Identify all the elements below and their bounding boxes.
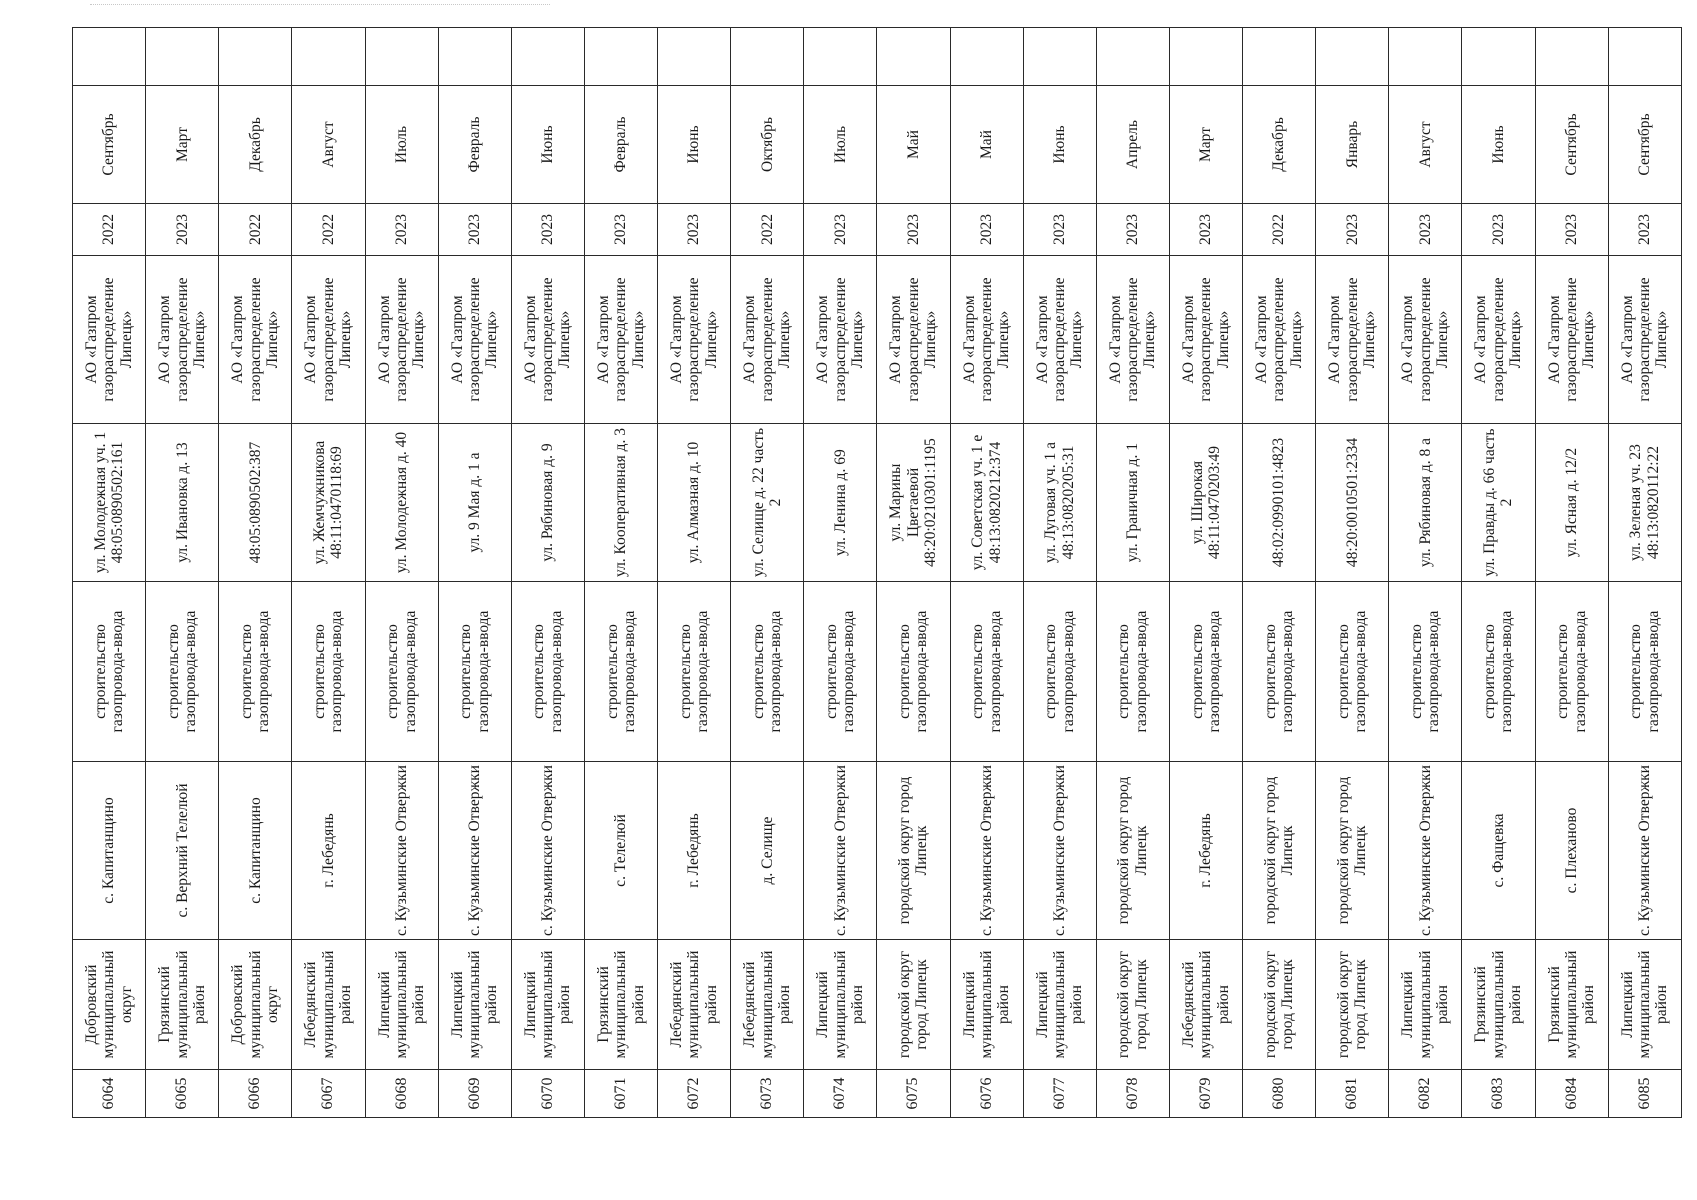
row-organization: АО «Газпром газораспределение Липецк» <box>1462 256 1535 424</box>
row-locality: с. Верхний Телелюй <box>146 762 219 940</box>
row-district: Лебедянский муниципальный район <box>731 940 804 1070</box>
row-month: Февраль <box>438 86 511 204</box>
row-year: 2022 <box>219 204 292 256</box>
row-work-type: строительство газопровода-ввода <box>584 582 657 762</box>
row-address: ул. Алмазная д. 10 <box>658 424 731 582</box>
table-row <box>1169 28 1242 1118</box>
row-address: 48:05:0890502:387 <box>219 424 292 582</box>
row-address: 48:02:0990101:4823 <box>1243 424 1316 582</box>
row-organization: АО «Газпром газораспределение Липецк» <box>731 256 804 424</box>
row-empty-cell <box>658 28 731 86</box>
table-row <box>1243 28 1316 1118</box>
row-organization: АО «Газпром газораспределение Липецк» <box>1023 256 1096 424</box>
scan-edge-mark <box>90 4 550 9</box>
row-empty-cell <box>292 28 365 86</box>
row-work-type: строительство газопровода-ввода <box>511 582 584 762</box>
row-address: ул. Кооперативная д. 3 <box>584 424 657 582</box>
rotated-table-container <box>72 28 1682 1118</box>
row-address: ул. Марины Цветаевой 48:20:0210301:1195 <box>877 424 950 582</box>
row-year: 2023 <box>1608 204 1681 256</box>
table-row <box>438 28 511 1118</box>
row-year: 2023 <box>511 204 584 256</box>
row-year: 2023 <box>1462 204 1535 256</box>
table-row <box>584 28 657 1118</box>
row-number: 6067 <box>292 1070 365 1118</box>
row-organization: АО «Газпром газораспределение Липецк» <box>146 256 219 424</box>
row-organization: АО «Газпром газораспределение Липецк» <box>950 256 1023 424</box>
row-empty-cell <box>804 28 877 86</box>
document-page <box>72 28 1682 1118</box>
row-number: 6066 <box>219 1070 292 1118</box>
row-number: 6069 <box>438 1070 511 1118</box>
row-empty-cell <box>146 28 219 86</box>
row-year: 2023 <box>1316 204 1389 256</box>
row-month: Март <box>146 86 219 204</box>
row-empty-cell <box>950 28 1023 86</box>
row-empty-cell <box>1535 28 1608 86</box>
row-organization: АО «Газпром газораспределение Липецк» <box>1535 256 1608 424</box>
row-address: ул. 9 Мая д. 1 а <box>438 424 511 582</box>
row-month: Сентябрь <box>1535 86 1608 204</box>
row-year: 2023 <box>804 204 877 256</box>
row-empty-cell <box>584 28 657 86</box>
row-address: ул. Молодежная уч. 1 48:05:0890502:161 <box>73 424 146 582</box>
row-locality: городской округ город Липецк <box>1243 762 1316 940</box>
row-year: 2022 <box>73 204 146 256</box>
row-empty-cell <box>1243 28 1316 86</box>
row-district: городской округ город Липецк <box>877 940 950 1070</box>
row-locality: с. Капитанщино <box>219 762 292 940</box>
row-year: 2023 <box>877 204 950 256</box>
row-locality: с. Капитанщино <box>73 762 146 940</box>
row-work-type: строительство газопровода-ввода <box>804 582 877 762</box>
row-work-type: строительство газопровода-ввода <box>1023 582 1096 762</box>
row-district: Лебедянский муниципальный район <box>658 940 731 1070</box>
row-number: 6071 <box>584 1070 657 1118</box>
row-address: ул. Граничная д. 1 <box>1096 424 1169 582</box>
row-work-type: строительство газопровода-ввода <box>292 582 365 762</box>
row-locality: г. Лебедянь <box>292 762 365 940</box>
row-organization: АО «Газпром газораспределение Липецк» <box>1389 256 1462 424</box>
row-empty-cell <box>73 28 146 86</box>
row-month: Май <box>877 86 950 204</box>
row-number: 6064 <box>73 1070 146 1118</box>
row-organization: АО «Газпром газораспределение Липецк» <box>877 256 950 424</box>
row-month: Июнь <box>511 86 584 204</box>
row-month: Февраль <box>584 86 657 204</box>
row-locality: с. Кузьминские Отвержки <box>804 762 877 940</box>
row-work-type: строительство газопровода-ввода <box>73 582 146 762</box>
row-organization: АО «Газпром газораспределение Липецк» <box>438 256 511 424</box>
row-organization: АО «Газпром газораспределение Липецк» <box>1169 256 1242 424</box>
row-empty-cell <box>365 28 438 86</box>
row-number: 6078 <box>1096 1070 1169 1118</box>
row-district: Липецкий муниципальный район <box>1389 940 1462 1070</box>
row-number: 6073 <box>731 1070 804 1118</box>
row-month: Сентябрь <box>1608 86 1681 204</box>
row-district: Липецкий муниципальный район <box>804 940 877 1070</box>
row-number: 6065 <box>146 1070 219 1118</box>
row-district: Липецкий муниципальный район <box>1608 940 1681 1070</box>
row-month: Октябрь <box>731 86 804 204</box>
row-number: 6081 <box>1316 1070 1389 1118</box>
row-month: Июнь <box>658 86 731 204</box>
row-address: 48:20:0010501:2334 <box>1316 424 1389 582</box>
row-year: 2023 <box>438 204 511 256</box>
row-address: ул. Селище д. 22 часть 2 <box>731 424 804 582</box>
table-row <box>219 28 292 1118</box>
row-district: Грязинский муниципальный район <box>1462 940 1535 1070</box>
table-row <box>365 28 438 1118</box>
row-organization: АО «Газпром газораспределение Липецк» <box>365 256 438 424</box>
table-row <box>877 28 950 1118</box>
row-work-type: строительство газопровода-ввода <box>1535 582 1608 762</box>
table-row <box>1096 28 1169 1118</box>
row-address: ул. Луговая уч. 1 а 48:13:0820205:31 <box>1023 424 1096 582</box>
table-row <box>292 28 365 1118</box>
row-address: ул. Ивановка д. 13 <box>146 424 219 582</box>
row-organization: АО «Газпром газораспределение Липецк» <box>1608 256 1681 424</box>
row-year: 2023 <box>1023 204 1096 256</box>
row-address: ул. Советская уч. 1 е 48:13:0820212:374 <box>950 424 1023 582</box>
row-number: 6085 <box>1608 1070 1681 1118</box>
row-work-type: строительство газопровода-ввода <box>1316 582 1389 762</box>
row-number: 6077 <box>1023 1070 1096 1118</box>
row-address: ул. Широкая 48:11:0470203:49 <box>1169 424 1242 582</box>
row-year: 2023 <box>1096 204 1169 256</box>
row-month: Март <box>1169 86 1242 204</box>
row-organization: АО «Газпром газораспределение Липецк» <box>292 256 365 424</box>
row-locality: с. Фащевка <box>1462 762 1535 940</box>
row-organization: АО «Газпром газораспределение Липецк» <box>584 256 657 424</box>
row-year: 2023 <box>146 204 219 256</box>
row-district: Липецкий муниципальный район <box>365 940 438 1070</box>
row-number: 6075 <box>877 1070 950 1118</box>
table-row <box>950 28 1023 1118</box>
row-locality: д. Селище <box>731 762 804 940</box>
table-row <box>1389 28 1462 1118</box>
row-month: Декабрь <box>219 86 292 204</box>
row-number: 6079 <box>1169 1070 1242 1118</box>
row-locality: с. Кузьминские Отвержки <box>511 762 584 940</box>
row-work-type: строительство газопровода-ввода <box>877 582 950 762</box>
row-locality: с. Кузьминские Отвержки <box>1389 762 1462 940</box>
row-empty-cell <box>511 28 584 86</box>
row-month: Июль <box>804 86 877 204</box>
row-district: городской округ город Липецк <box>1316 940 1389 1070</box>
row-month: Июль <box>365 86 438 204</box>
row-district: городской округ город Липецк <box>1243 940 1316 1070</box>
row-empty-cell <box>438 28 511 86</box>
row-number: 6074 <box>804 1070 877 1118</box>
row-district: Липецкий муниципальный район <box>438 940 511 1070</box>
table-row <box>658 28 731 1118</box>
table-row <box>1316 28 1389 1118</box>
row-empty-cell <box>877 28 950 86</box>
row-month: Апрель <box>1096 86 1169 204</box>
row-address: ул. Правды д. 66 часть 2 <box>1462 424 1535 582</box>
row-district: Добровский муниципальный округ <box>219 940 292 1070</box>
table-row <box>804 28 877 1118</box>
row-empty-cell <box>1169 28 1242 86</box>
row-locality: с. Кузьминские Отвержки <box>1608 762 1681 940</box>
row-locality: с. Кузьминские Отвержки <box>950 762 1023 940</box>
table-row <box>1462 28 1535 1118</box>
row-organization: АО «Газпром газораспределение Липецк» <box>1243 256 1316 424</box>
row-year: 2023 <box>1389 204 1462 256</box>
row-work-type: строительство газопровода-ввода <box>658 582 731 762</box>
row-month: Декабрь <box>1243 86 1316 204</box>
row-locality: с. Телелюй <box>584 762 657 940</box>
row-organization: АО «Газпром газораспределение Липецк» <box>804 256 877 424</box>
row-address: ул. Ленина д. 69 <box>804 424 877 582</box>
row-district: городской округ город Липецк <box>1096 940 1169 1070</box>
row-district: Грязинский муниципальный район <box>1535 940 1608 1070</box>
row-work-type: строительство газопровода-ввода <box>1389 582 1462 762</box>
row-empty-cell <box>1096 28 1169 86</box>
row-organization: АО «Газпром газораспределение Липецк» <box>1316 256 1389 424</box>
row-organization: АО «Газпром газораспределение Липецк» <box>658 256 731 424</box>
row-district: Липецкий муниципальный район <box>950 940 1023 1070</box>
row-year: 2023 <box>365 204 438 256</box>
row-number: 6080 <box>1243 1070 1316 1118</box>
row-month: Август <box>292 86 365 204</box>
row-locality: городской округ город Липецк <box>877 762 950 940</box>
row-empty-cell <box>1608 28 1681 86</box>
row-number: 6070 <box>511 1070 584 1118</box>
row-year: 2023 <box>658 204 731 256</box>
row-address: ул. Ясная д. 12/2 <box>1535 424 1608 582</box>
row-organization: АО «Газпром газораспределение Липецк» <box>73 256 146 424</box>
row-work-type: строительство газопровода-ввода <box>365 582 438 762</box>
row-work-type: строительство газопровода-ввода <box>1608 582 1681 762</box>
row-district: Грязинский муниципальный район <box>146 940 219 1070</box>
row-work-type: строительство газопровода-ввода <box>731 582 804 762</box>
table-row <box>511 28 584 1118</box>
row-year: 2022 <box>731 204 804 256</box>
row-address: ул. Молодежная д. 40 <box>365 424 438 582</box>
row-locality: с. Кузьминские Отвержки <box>438 762 511 940</box>
row-locality: с. Кузьминские Отвержки <box>365 762 438 940</box>
row-number: 6082 <box>1389 1070 1462 1118</box>
row-district: Добровский муниципальный округ <box>73 940 146 1070</box>
row-address: ул. Рябиновая д. 9 <box>511 424 584 582</box>
row-address: ул. Жемчужникова 48:11:0470118:69 <box>292 424 365 582</box>
row-month: Сентябрь <box>73 86 146 204</box>
row-locality: с. Кузьминские Отвержки <box>1023 762 1096 940</box>
row-month: Август <box>1389 86 1462 204</box>
row-organization: АО «Газпром газораспределение Липецк» <box>511 256 584 424</box>
row-locality: городской округ город Липецк <box>1316 762 1389 940</box>
row-year: 2022 <box>292 204 365 256</box>
gas-pipeline-table <box>72 27 1682 1118</box>
row-year: 2023 <box>1535 204 1608 256</box>
row-locality: г. Лебедянь <box>658 762 731 940</box>
row-month: Январь <box>1316 86 1389 204</box>
row-work-type: строительство газопровода-ввода <box>146 582 219 762</box>
row-number: 6084 <box>1535 1070 1608 1118</box>
table-body <box>73 28 1682 1118</box>
row-address: ул. Зеленая уч. 23 48:13:0820112:22 <box>1608 424 1681 582</box>
row-empty-cell <box>219 28 292 86</box>
row-district: Лебедянский муниципальный район <box>292 940 365 1070</box>
row-year: 2022 <box>1243 204 1316 256</box>
row-empty-cell <box>1389 28 1462 86</box>
row-work-type: строительство газопровода-ввода <box>1096 582 1169 762</box>
row-month: Июнь <box>1462 86 1535 204</box>
row-number: 6072 <box>658 1070 731 1118</box>
row-year: 2023 <box>584 204 657 256</box>
table-row <box>1023 28 1096 1118</box>
row-organization: АО «Газпром газораспределение Липецк» <box>219 256 292 424</box>
row-organization: АО «Газпром газораспределение Липецк» <box>1096 256 1169 424</box>
row-month: Июнь <box>1023 86 1096 204</box>
table-row <box>73 28 146 1118</box>
row-number: 6068 <box>365 1070 438 1118</box>
row-work-type: строительство газопровода-ввода <box>1243 582 1316 762</box>
table-row <box>1608 28 1681 1118</box>
row-district: Липецкий муниципальный район <box>1023 940 1096 1070</box>
row-locality: с. Плеханово <box>1535 762 1608 940</box>
row-district: Грязинский муниципальный район <box>584 940 657 1070</box>
row-empty-cell <box>1316 28 1389 86</box>
row-year: 2023 <box>1169 204 1242 256</box>
row-work-type: строительство газопровода-ввода <box>1462 582 1535 762</box>
table-row <box>146 28 219 1118</box>
table-row <box>1535 28 1608 1118</box>
row-district: Липецкий муниципальный район <box>511 940 584 1070</box>
row-work-type: строительство газопровода-ввода <box>219 582 292 762</box>
row-empty-cell <box>1023 28 1096 86</box>
row-year: 2023 <box>950 204 1023 256</box>
row-locality: г. Лебедянь <box>1169 762 1242 940</box>
row-number: 6083 <box>1462 1070 1535 1118</box>
row-work-type: строительство газопровода-ввода <box>1169 582 1242 762</box>
row-work-type: строительство газопровода-ввода <box>950 582 1023 762</box>
row-number: 6076 <box>950 1070 1023 1118</box>
row-district: Лебедянский муниципальный район <box>1169 940 1242 1070</box>
table-row <box>731 28 804 1118</box>
row-locality: городской округ город Липецк <box>1096 762 1169 940</box>
row-empty-cell <box>1462 28 1535 86</box>
row-work-type: строительство газопровода-ввода <box>438 582 511 762</box>
row-month: Май <box>950 86 1023 204</box>
row-empty-cell <box>731 28 804 86</box>
row-address: ул. Рябиновая д. 8 а <box>1389 424 1462 582</box>
